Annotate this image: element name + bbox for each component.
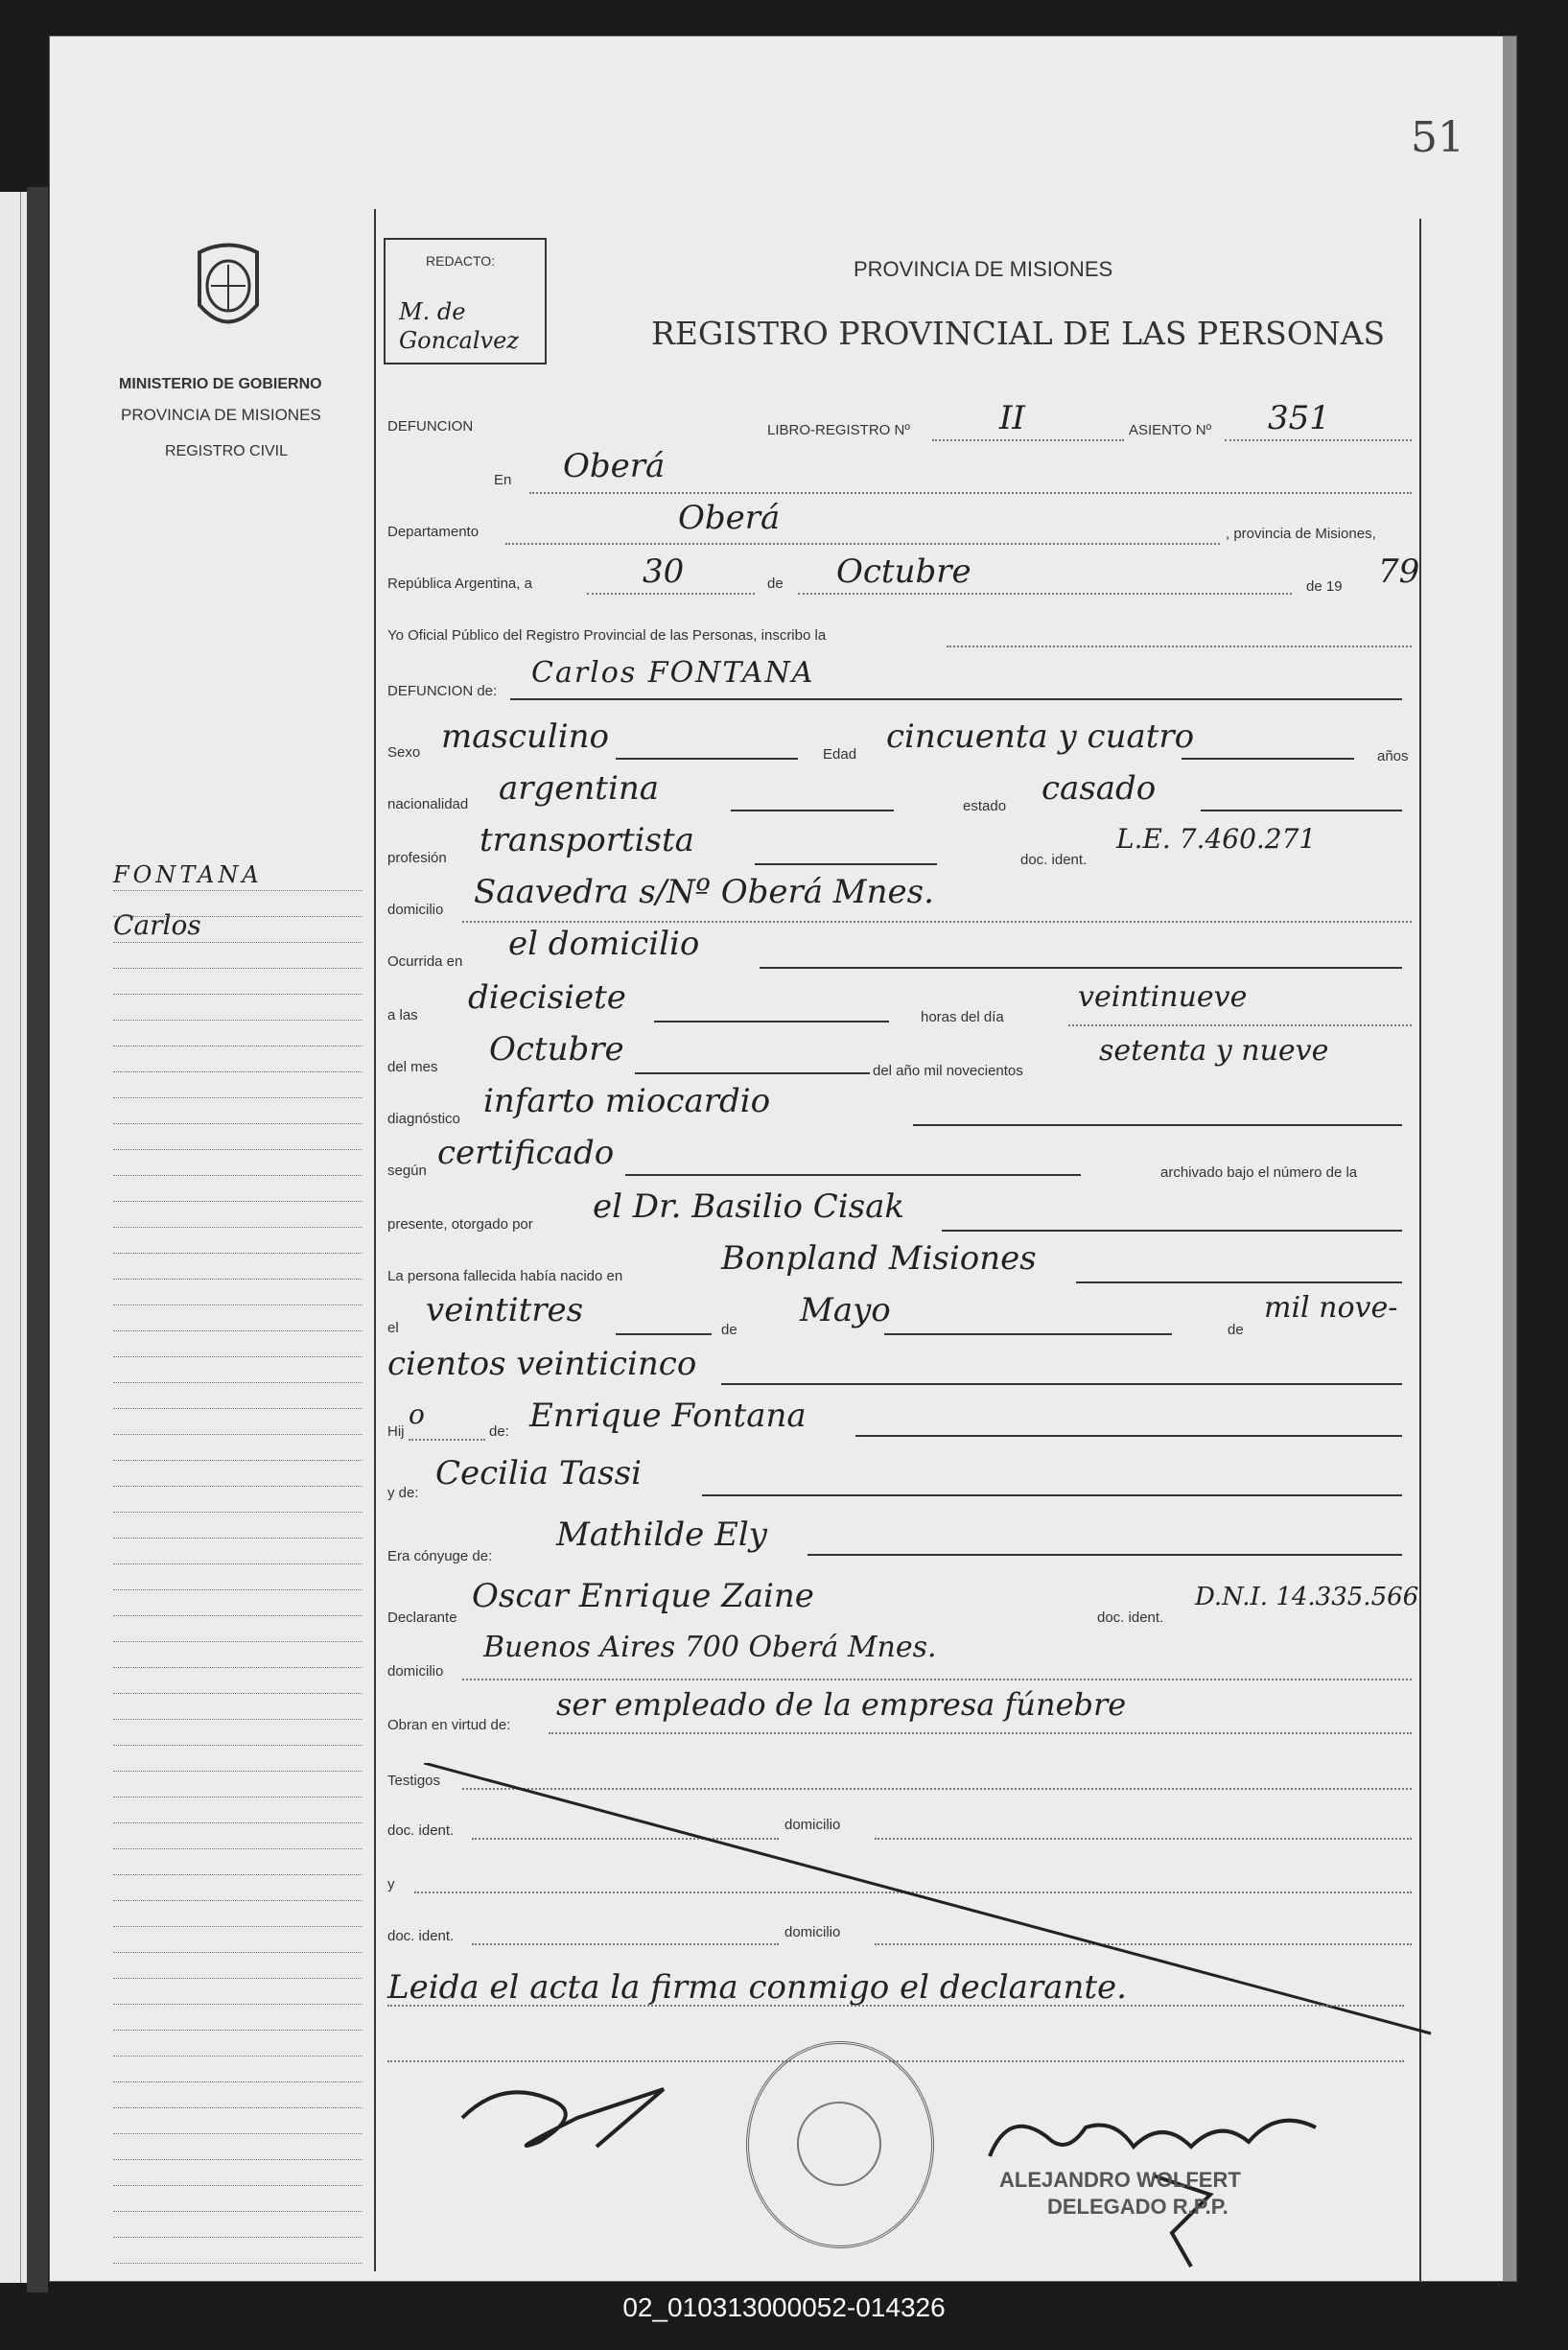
defuncion-de-label: DEFUNCION de: (387, 683, 498, 699)
asiento-label: ASIENTO Nº (1129, 422, 1212, 438)
margin-rule (113, 1175, 363, 1176)
libro-value: II (999, 399, 1025, 437)
diagnostico-label: diagnóstico (387, 1111, 460, 1127)
delegate-stamp-role: DELEGADO R.P.P. (1047, 2195, 1229, 2219)
margin-rule (113, 1227, 363, 1228)
margin-rule (113, 2107, 363, 2108)
dia-value: 30 (643, 552, 685, 591)
margin-rule (113, 1926, 363, 1927)
margin-rule (113, 1978, 363, 1979)
defuncion-label: DEFUNCION (387, 418, 474, 435)
delegate-stamp-name: ALEJANDRO WOLFERT (999, 2168, 1241, 2192)
header-province: PROVINCIA DE MISIONES (854, 257, 1113, 281)
margin-rule (113, 1020, 363, 1021)
margin-rule (113, 890, 363, 891)
archivado-label: archivado bajo el número de la (1160, 1164, 1358, 1181)
margin-rule (113, 1952, 363, 1953)
adjacent-page-edge (0, 192, 27, 2283)
republica-label: República Argentina, a (387, 576, 532, 592)
margin-rule (113, 2133, 363, 2134)
padre-value: Enrique Fontana (529, 1397, 807, 1435)
testigos-label: Testigos (387, 1773, 441, 1789)
left-vertical-rule (374, 209, 376, 2271)
departamento-value: Oberá (678, 499, 781, 537)
domicilio-label: domicilio (387, 902, 444, 918)
mes-value: Octubre (836, 552, 971, 591)
margin-rule (113, 2211, 363, 2212)
margin-rule (113, 2030, 363, 2031)
nacido-en-label: La persona fallecida había nacido en (387, 1268, 623, 1284)
testigo1-domicilio-label: domicilio (784, 1817, 841, 1833)
margin-rule (113, 2081, 363, 2082)
margin-rule (113, 1279, 363, 1280)
segun-value: certificado (437, 1134, 615, 1172)
margin-rule (113, 1201, 363, 1202)
margin-rule (113, 1641, 363, 1642)
profesion-value: transportista (480, 821, 694, 859)
register-page (50, 36, 1516, 2281)
margin-rule (113, 1071, 363, 1072)
horas-dia-label: horas del día (921, 1009, 1004, 1025)
en-value: Oberá (563, 447, 666, 485)
doc-ident-value: L.E. 7.460.271 (1116, 823, 1317, 855)
nac-mes-value: Mayo (800, 1291, 891, 1329)
asiento-value: 351 (1268, 399, 1330, 437)
doc-ident-label: doc. ident. (1020, 852, 1088, 868)
margin-given-name: Carlos (113, 909, 201, 941)
hora-value: diecisiete (468, 978, 626, 1017)
declarante-doc-value: D.N.I. 14.335.566 (1195, 1583, 1419, 1611)
hij-suffix-value: o (409, 1398, 425, 1430)
declarante-domicilio-label: domicilio (387, 1663, 444, 1680)
madre-label: y de: (387, 1485, 419, 1501)
testigo1-doc-label: doc. ident. (387, 1822, 455, 1839)
otorgado-value: el Dr. Basilio Cisak (593, 1187, 905, 1226)
leida-value: Leida el acta la firma conmigo el declarante. (387, 1968, 1127, 2007)
margin-rule (113, 1538, 363, 1539)
libro-label: LIBRO-REGISTRO Nº (767, 422, 910, 438)
margin-rule (113, 1693, 363, 1694)
margin-rule (113, 2263, 363, 2264)
margin-rule (113, 1822, 363, 1823)
official-seal (746, 2041, 934, 2248)
ano-muerte-value: setenta y nueve (1099, 1034, 1329, 1068)
margin-rule (113, 1123, 363, 1124)
scan-identifier: 02_010313000052-014326 (622, 2292, 946, 2322)
margin-rule (113, 1097, 363, 1098)
segun-label: según (387, 1163, 427, 1179)
margin-rule (113, 1253, 363, 1254)
hij-label: Hij (387, 1423, 405, 1440)
margin-rule (113, 1460, 363, 1461)
nac-dia-value: veintitres (426, 1291, 584, 1329)
estado-value: casado (1041, 769, 1157, 808)
de-label-1: de (767, 576, 784, 592)
sexo-value: masculino (441, 717, 610, 756)
margin-rule (113, 1563, 363, 1564)
declarante-signature (443, 2060, 731, 2166)
margin-rule (113, 1900, 363, 1901)
margin-rule (113, 1356, 363, 1357)
yo-oficial-label: Yo Oficial Público del Registro Provincial de las Personas, inscribo la (387, 627, 827, 644)
declarante-doc-label: doc. ident. (1097, 1610, 1164, 1626)
dia-muerte-value: veintinueve (1078, 980, 1248, 1014)
redacto-box (384, 238, 547, 364)
estado-label: estado (963, 798, 1007, 814)
margin-rule (113, 1719, 363, 1720)
redacto-value: M. de Goncalvez (399, 298, 519, 354)
margin-rule (113, 994, 363, 995)
padre-label: de: (489, 1423, 509, 1440)
anos-label: años (1377, 748, 1409, 764)
nac-ano1-value: mil nove- (1264, 1291, 1398, 1325)
ocurrida-value: el domicilio (508, 925, 700, 963)
declarante-domicilio-value: Buenos Aires 700 Oberá Mnes. (483, 1631, 937, 1664)
testigo-y-label: y (387, 1876, 395, 1892)
el-label: el (387, 1320, 399, 1336)
del-ano-label: del año mil novecientos (873, 1063, 1023, 1079)
sexo-label: Sexo (387, 744, 421, 761)
nac-ano2-value: cientos veinticinco (387, 1345, 697, 1383)
margin-rule (113, 942, 363, 943)
en-label: En (494, 472, 512, 488)
margin-rule (113, 1848, 363, 1849)
declarante-value: Oscar Enrique Zaine (472, 1577, 814, 1615)
profesion-label: profesión (387, 850, 447, 866)
margin-rule (113, 1408, 363, 1409)
nacionalidad-value: argentina (499, 769, 660, 808)
del-mes-label: del mes (387, 1059, 438, 1075)
ocurrida-label: Ocurrida en (387, 953, 463, 970)
margin-rule (113, 916, 363, 917)
testigo2-doc-label: doc. ident. (387, 1928, 455, 1944)
ano-value: 79 (1378, 552, 1420, 591)
margin-rule (113, 1874, 363, 1875)
margin-rule (113, 1745, 363, 1746)
diagnostico-value: infarto miocardio (483, 1082, 771, 1120)
strike-through-line (424, 1763, 1440, 2051)
redacto-label: REDACTO: (426, 253, 496, 269)
margin-rule (113, 1382, 363, 1383)
nacionalidad-label: nacionalidad (387, 796, 469, 812)
conyuge-label: Era cónyuge de: (387, 1548, 493, 1564)
obran-value: ser empleado de la empresa fúnebre (556, 1686, 1127, 1723)
madre-value: Cecilia Tassi (435, 1454, 642, 1492)
margin-rule (113, 1797, 363, 1798)
margin-rule (113, 2185, 363, 2186)
margin-rule (113, 1304, 363, 1305)
margin-rule (113, 2237, 363, 2238)
margin-rule (113, 1149, 363, 1150)
header-title: REGISTRO PROVINCIAL DE LAS PERSONAS (651, 315, 1386, 352)
margin-rule (113, 1771, 363, 1772)
de19-label: de 19 (1306, 578, 1343, 595)
margin-rule (113, 1589, 363, 1590)
ministry-label: MINISTERIO DE GOBIERNO (119, 376, 322, 392)
margin-rule (113, 2004, 363, 2005)
margin-rule (113, 1667, 363, 1668)
a-las-label: a las (387, 1007, 418, 1023)
coat-of-arms-icon (180, 238, 276, 343)
mes-muerte-value: Octubre (489, 1030, 624, 1069)
conyuge-value: Mathilde Ely (556, 1516, 767, 1554)
margin-rule (113, 2159, 363, 2160)
margin-rule (113, 1615, 363, 1616)
left-province-label: PROVINCIA DE MISIONES (121, 406, 321, 424)
departamento-label: Departamento (387, 524, 480, 540)
presente-label: presente, otorgado por (387, 1216, 533, 1233)
margin-rule (113, 968, 363, 969)
margin-rule (113, 1512, 363, 1513)
fallecido-value: Carlos FONTANA (531, 656, 815, 690)
de-label-3: de (1228, 1322, 1244, 1338)
margin-rule (113, 1330, 363, 1331)
de-label-2: de (721, 1322, 737, 1338)
margin-rule (113, 1486, 363, 1487)
declarante-label: Declarante (387, 1610, 457, 1626)
testigo2-domicilio-label: domicilio (784, 1924, 841, 1940)
nacido-en-value: Bonpland Misiones (721, 1239, 1037, 1278)
book-gutter (27, 187, 48, 2292)
edad-label: Edad (823, 746, 857, 763)
page-number: 51 (1411, 113, 1464, 162)
edad-value: cincuenta y cuatro (886, 717, 1195, 756)
margin-rule (113, 1434, 363, 1435)
obran-label: Obran en virtud de: (387, 1717, 511, 1733)
domicilio-value: Saavedra s/Nº Oberá Mnes. (474, 873, 934, 911)
margin-surname: FONTANA (113, 861, 263, 888)
civil-registry-label: REGISTRO CIVIL (165, 443, 289, 459)
provincia-label: , provincia de Misiones, (1226, 526, 1376, 542)
